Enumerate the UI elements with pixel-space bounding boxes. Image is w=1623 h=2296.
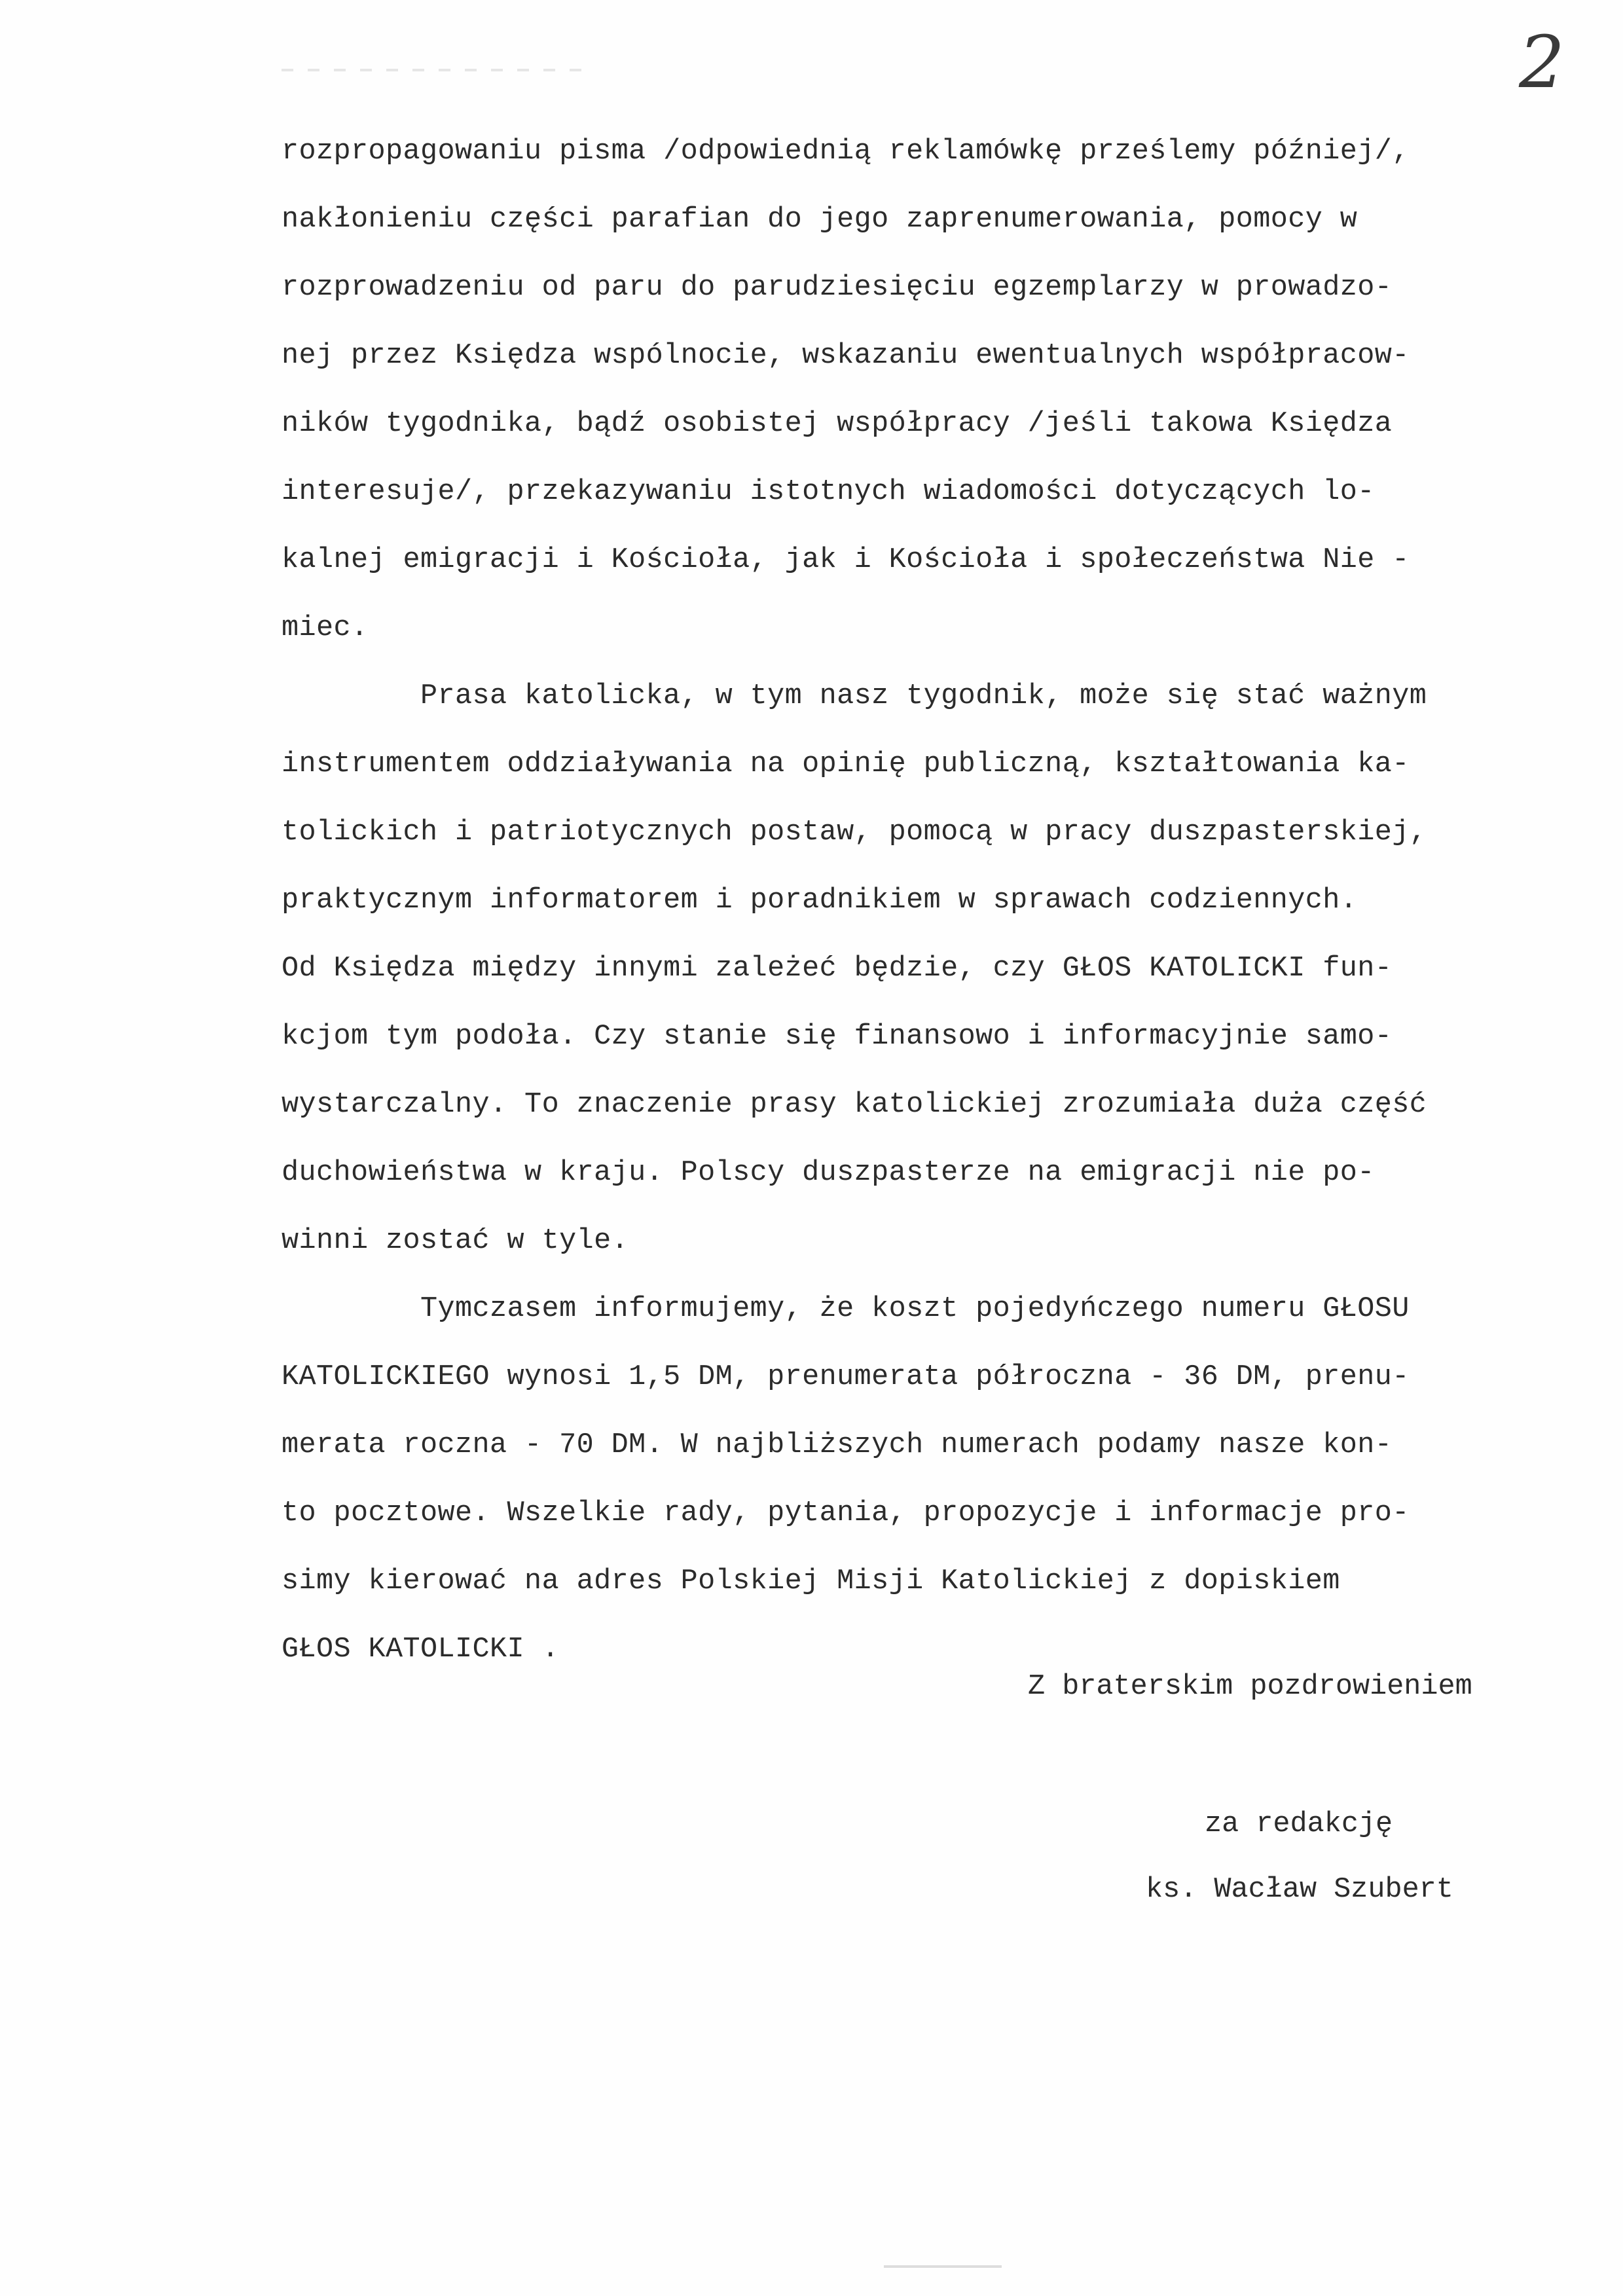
text-line: kalnej emigracji i Kościoła, jak i Kościoła i społeczeństwa Nie - (282, 544, 1410, 576)
text-line: praktycznym informatorem i poradnikiem w sprawach codziennych. (282, 884, 1358, 917)
text-line: Od Księdza między innymi zależeć będzie, czy GŁOS KATOLICKI fun- (282, 953, 1393, 985)
text-line: miec. (282, 612, 369, 644)
text-line: nakłonieniu części parafian do jego zaprenumerowania, pomocy w (282, 204, 1358, 236)
page-number: 2 (1519, 20, 1565, 104)
text-line: to pocztowe. Wszelkie rady, pytania, propozycje i informacje pro- (282, 1497, 1410, 1529)
text-line: simy kierować na adres Polskiej Misji Katolickiej z dopiskiem (282, 1565, 1340, 1597)
text-line: kcjom tym podoła. Czy stanie się finansowo i informacyjnie samo- (282, 1021, 1393, 1053)
closing-role: za redakcję (1205, 1808, 1393, 1840)
text-line: GŁOS KATOLICKI . (282, 1633, 560, 1666)
header-smudge (282, 69, 583, 71)
text-line-indented: Prasa katolicka, w tym nasz tygodnik, może się stać ważnym (420, 680, 1427, 712)
text-line: instrumentem oddziaływania na opinię publiczną, kształtowania ka- (282, 748, 1410, 780)
text-line: duchowieństwa w kraju. Polscy duszpasterze na emigracji nie po- (282, 1157, 1375, 1189)
text-line: KATOLICKIEGO wynosi 1,5 DM, prenumerata półroczna - 36 DM, prenu- (282, 1361, 1410, 1393)
text-line: interesuje/, przekazywaniu istotnych wiadomości dotyczących lo- (282, 476, 1375, 508)
text-line: merata roczna - 70 DM. W najbliższych numerach podamy nasze kon- (282, 1429, 1393, 1461)
footer-smudge (884, 2265, 1002, 2268)
text-line-indented: Tymczasem informujemy, że koszt pojedyńczego numeru GŁOSU (420, 1293, 1410, 1325)
letter-body (282, 118, 1584, 1684)
closing-greeting: Z braterskim pozdrowieniem (1028, 1671, 1472, 1703)
text-line: wystarczalny. To znaczenie prasy katolickiej zrozumiała duża część (282, 1089, 1427, 1121)
text-line: rozpropagowaniu pisma /odpowiednią reklamówkę prześlemy później/, (282, 136, 1410, 168)
text-line: rozprowadzeniu od paru do parudziesięciu egzemplarzy w prowadzo- (282, 272, 1393, 304)
text-line: nej przez Księdza wspólnocie, wskazaniu ewentualnych współpracow- (282, 340, 1410, 372)
text-line: tolickich i patriotycznych postaw, pomocą w pracy duszpasterskiej, (282, 816, 1427, 848)
text-line: winni zostać w tyle. (282, 1225, 629, 1257)
text-line: ników tygodnika, bądź osobistej współpracy /jeśli takowa Księdza (282, 408, 1393, 440)
closing-signature: ks. Wacław Szubert (1146, 1874, 1453, 1906)
